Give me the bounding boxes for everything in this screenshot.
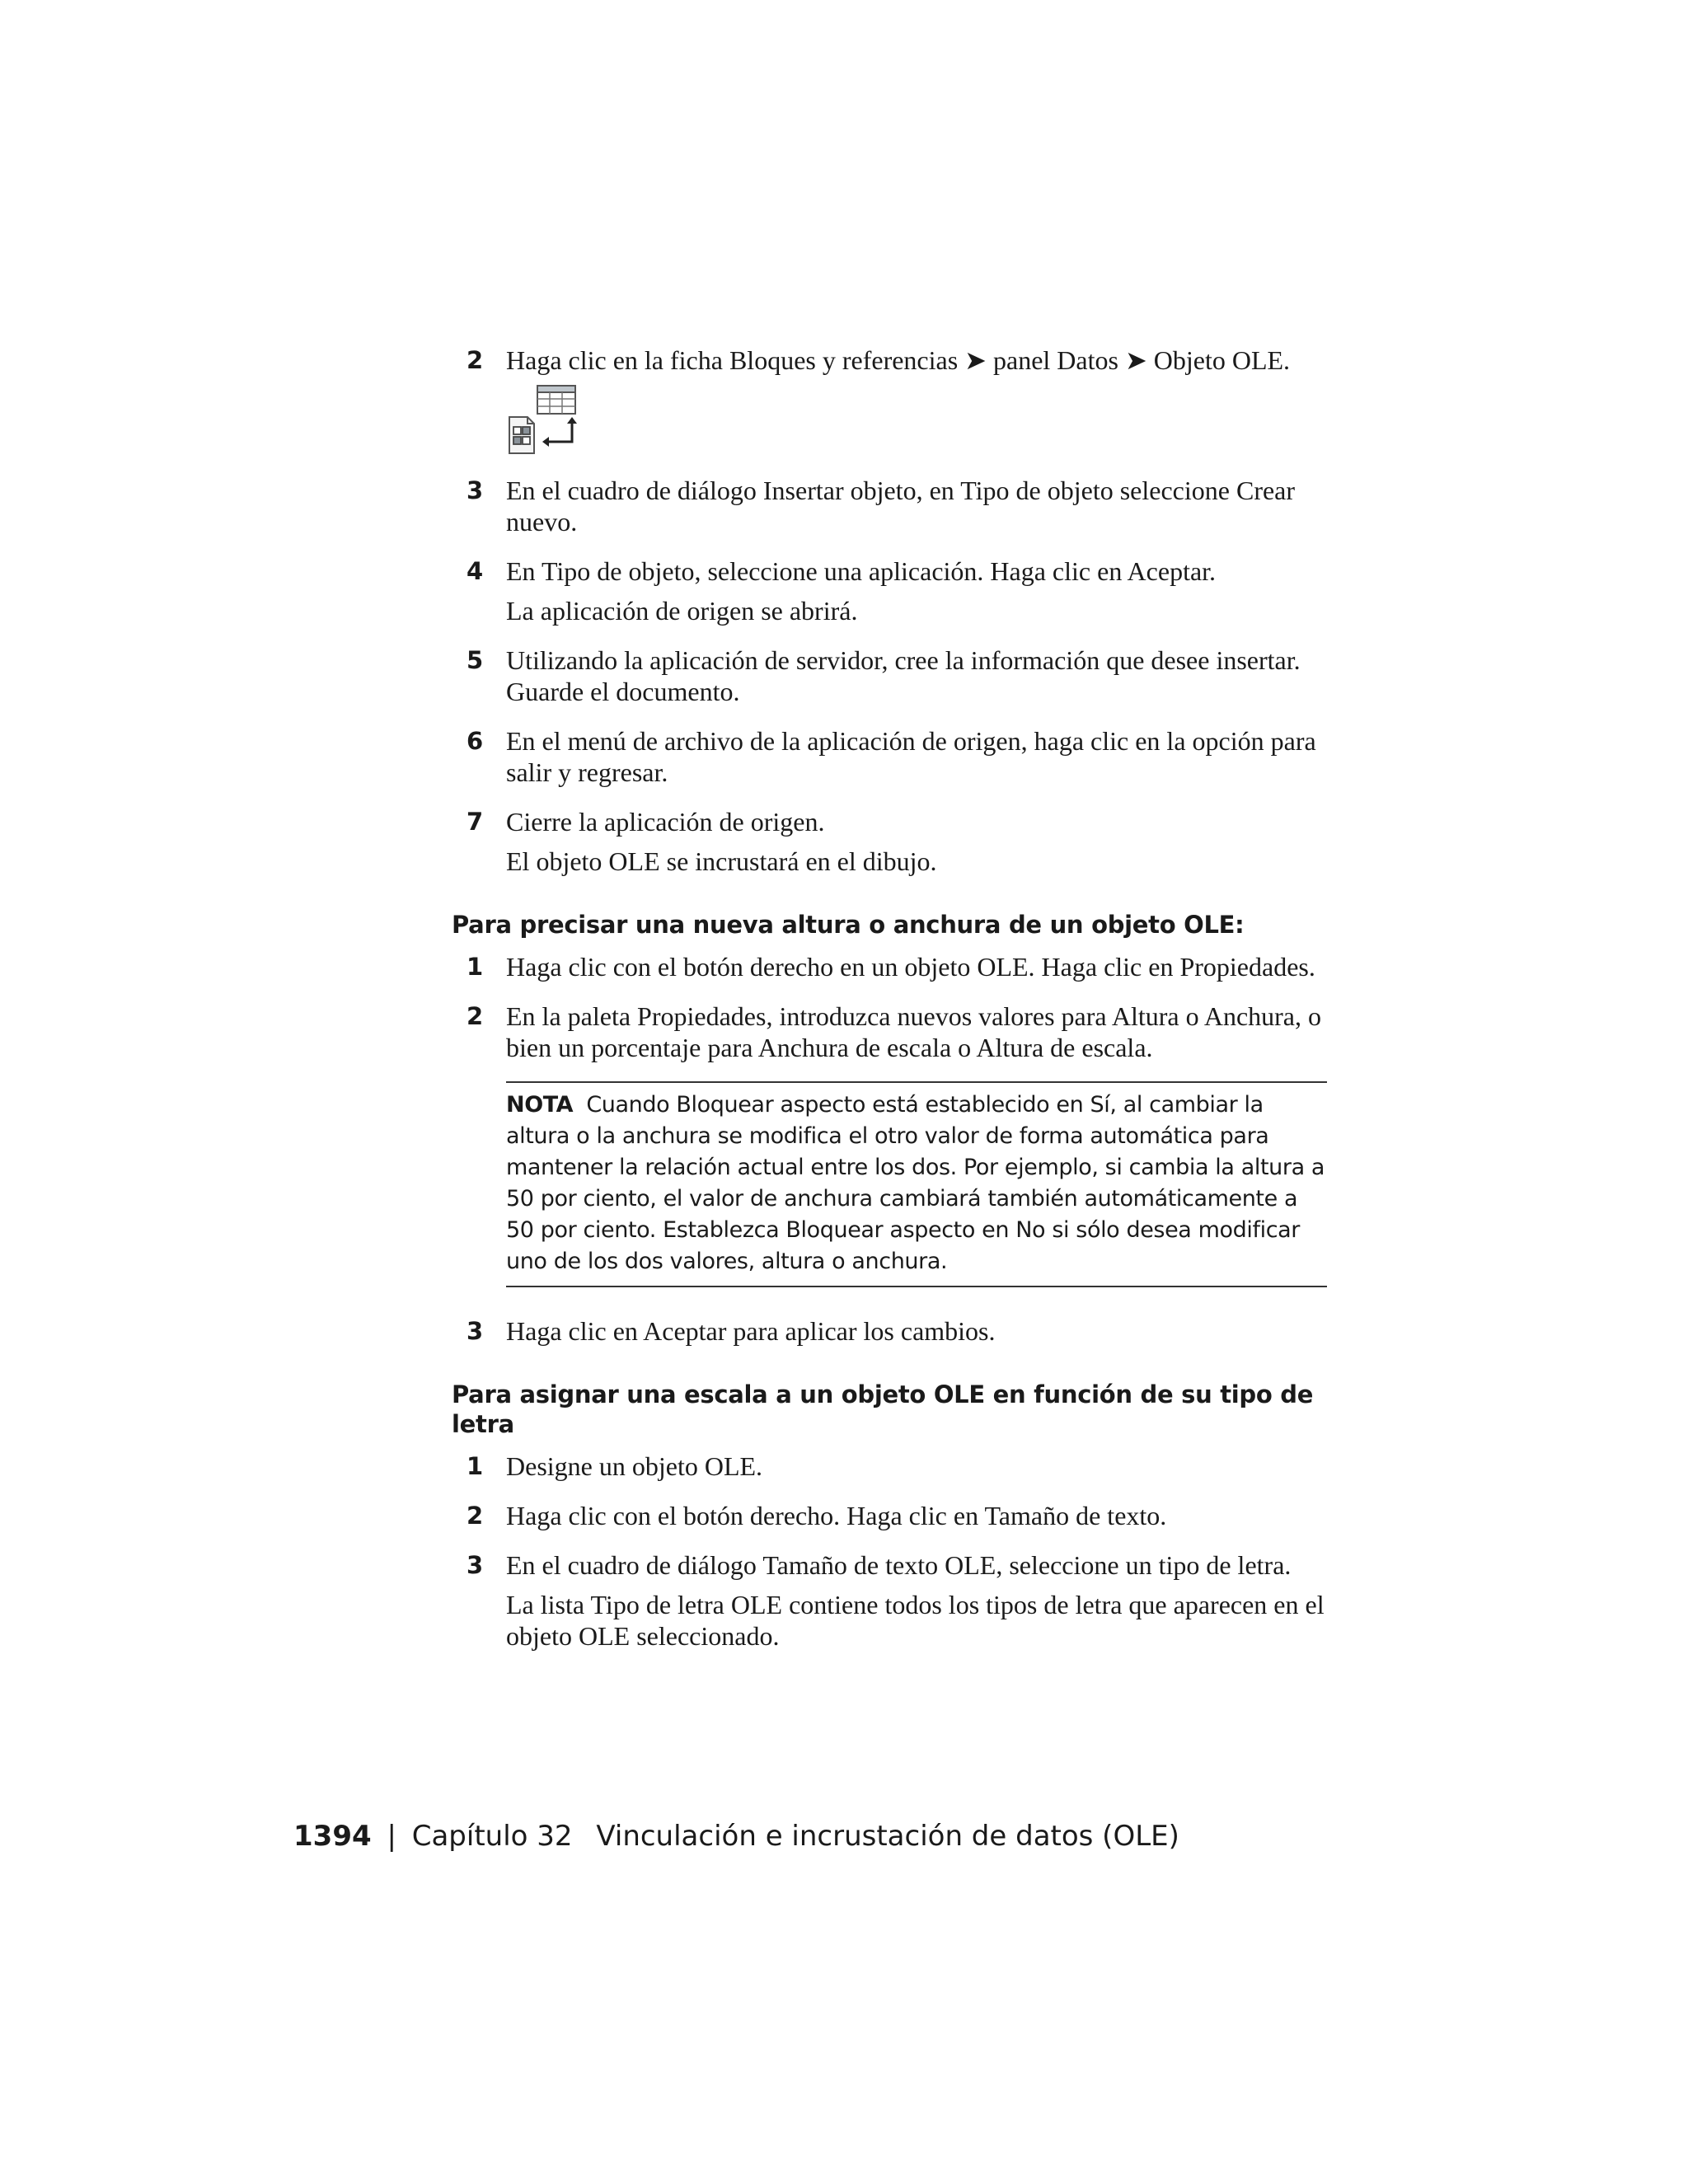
footer-separator: |: [387, 1820, 396, 1853]
note-box: [506, 1081, 1327, 1287]
step-text: En el cuadro de diálogo Tamaño de texto OLE, seleccione un tipo de letra.: [506, 1550, 1292, 1580]
step-s2-3: [452, 1315, 1327, 1347]
step-text: Haga clic en la ficha Bloques y referencias ➤ panel Datos ➤ Objeto OLE.: [506, 345, 1291, 375]
step-text: En el cuadro de diálogo Insertar objeto, en Tipo de objeto seleccione Crear nuevo.: [506, 476, 1296, 537]
step-s2-1: [452, 951, 1327, 982]
step-text: Designe un objeto OLE.: [506, 1451, 763, 1481]
step-s2-2: [452, 1001, 1327, 1063]
step-number: 6: [467, 727, 484, 755]
step-text: Haga clic con el botón derecho. Haga clic en Tamaño de texto.: [506, 1501, 1167, 1530]
step-number: 1: [467, 1452, 484, 1480]
step-number: 3: [467, 476, 484, 504]
step-number: 7: [467, 808, 484, 836]
step-result: El objeto OLE se incrustará en el dibujo.: [506, 846, 937, 876]
step-s1-4: [452, 555, 1327, 626]
step-s3-1: [452, 1451, 1327, 1482]
step-text: Haga clic en Aceptar para aplicar los cambios.: [506, 1316, 996, 1346]
page-number: 1394: [293, 1820, 372, 1853]
step-number: 2: [467, 1002, 484, 1030]
step-text: Utilizando la aplicación de servidor, cree la información que desee insertar. Guarde el documento.: [506, 645, 1301, 706]
step-number: 1: [467, 953, 484, 981]
step-result: La aplicación de origen se abrirá.: [506, 596, 858, 626]
note-text: Cuando Bloquear aspecto está establecido en Sí, al cambiar la altura o la anchura se modifica el otro valor de forma automática para mantener la relación actual entre los dos. Por ejemplo, si cambia la altura a 50 por ciento, el valor de anchura cambiará también automáticamente a 50 por ciento. Establezca Bloquear aspecto en No si sólo desea modificar uno de los dos valores, altura o anchura.: [506, 1092, 1325, 1274]
step-number: 5: [467, 646, 484, 674]
step-s1-2: [452, 344, 1327, 457]
step-text: Cierre la aplicación de origen.: [506, 807, 825, 837]
section-heading-height-width: Para precisar una nueva altura o anchura de un objeto OLE:: [452, 911, 1245, 939]
step-text: En Tipo de objeto, seleccione una aplicación. Haga clic en Aceptar.: [506, 556, 1217, 586]
chapter-title: Vinculación e incrustación de datos (OLE): [596, 1820, 1179, 1853]
step-text: Haga clic con el botón derecho en un objeto OLE. Haga clic en Propiedades.: [506, 952, 1315, 982]
step-number: 2: [467, 1502, 484, 1530]
step-s3-3: [452, 1549, 1327, 1652]
page-footer: [293, 1820, 1179, 1853]
step-number: 3: [467, 1551, 484, 1579]
step-s1-6: [452, 725, 1327, 788]
chapter-label: Capítulo 32: [411, 1820, 573, 1853]
note-label: NOTA: [506, 1092, 574, 1118]
step-s1-3: [452, 475, 1327, 537]
step-text: En el menú de archivo de la aplicación de origen, haga clic en la opción para salir y regresar.: [506, 726, 1316, 787]
ole-object-icon: [506, 384, 585, 457]
step-s1-5: [452, 644, 1327, 707]
step-result: La lista Tipo de letra OLE contiene todos los tipos de letra que aparecen en el objeto OLE seleccionado.: [506, 1590, 1325, 1651]
step-text: En la paleta Propiedades, introduzca nuevos valores para Altura o Anchura, o bien un porcentaje para Anchura de escala o Altura de escala.: [506, 1001, 1321, 1062]
step-s3-2: [452, 1500, 1327, 1531]
page-content: [452, 344, 1327, 1670]
step-number: 4: [467, 557, 484, 585]
step-number: 2: [467, 346, 484, 374]
step-number: 3: [467, 1317, 484, 1345]
section-heading-font-scale: Para asignar una escala a un objeto OLE en función de su tipo de letra: [452, 1380, 1314, 1438]
step-s1-7: [452, 806, 1327, 877]
